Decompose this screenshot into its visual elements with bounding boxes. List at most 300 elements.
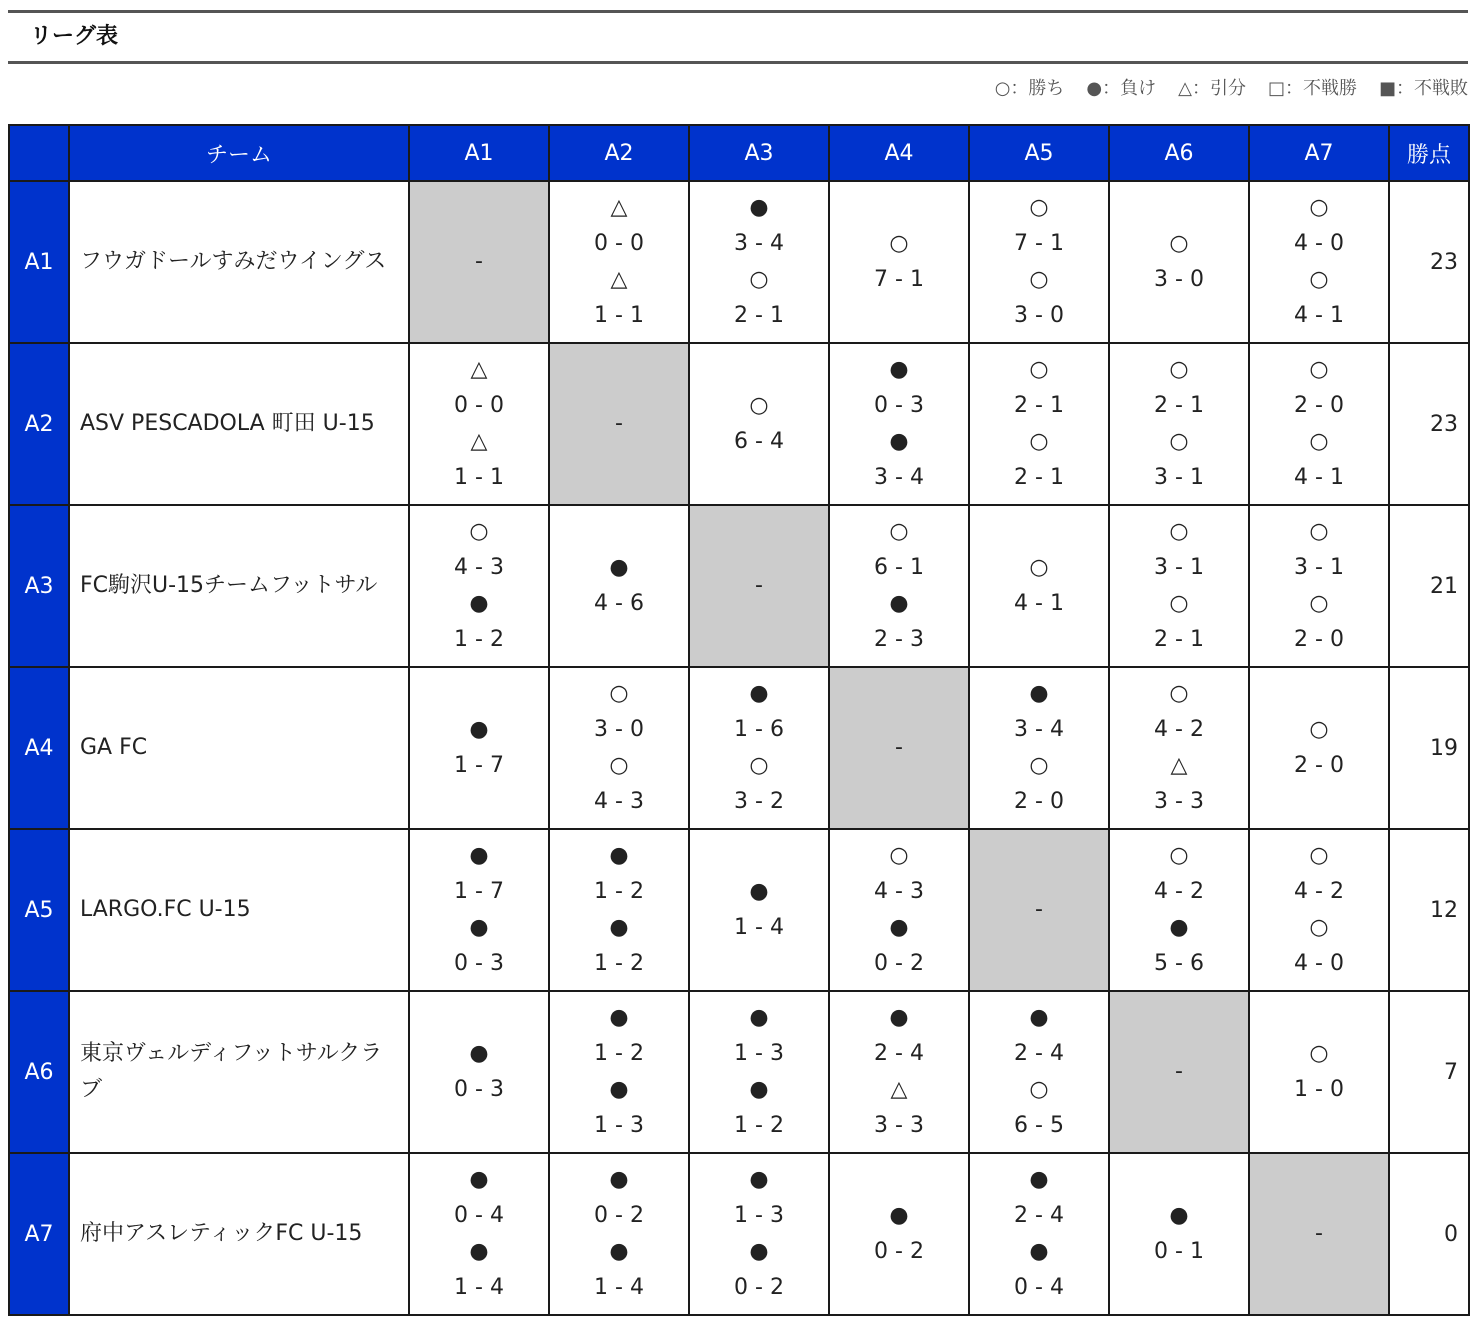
match-result <box>550 1234 688 1306</box>
result-mark-icon: ● <box>749 1167 769 1192</box>
row-header: A7 <box>9 1153 69 1315</box>
match-score: 2 - 1 <box>1154 627 1204 652</box>
table-row <box>9 1153 1469 1315</box>
row-header: A2 <box>9 343 69 505</box>
result-mark-icon: ○ <box>1309 843 1329 868</box>
match-result <box>970 424 1108 496</box>
match-cell <box>829 829 969 991</box>
match-score: 2 - 4 <box>1014 1203 1064 1228</box>
match-result <box>690 262 828 334</box>
match-score: 2 - 4 <box>874 1041 924 1066</box>
result-mark-icon: ○ <box>1029 267 1049 292</box>
result-mark-icon: ○ <box>1169 429 1189 454</box>
match-score: 3 - 4 <box>734 231 784 256</box>
match-score: 0 - 2 <box>874 1239 924 1264</box>
result-mark-icon: △ <box>610 267 628 292</box>
match-cell <box>549 505 689 667</box>
team-name: FC駒沢U-15チームフットサル <box>69 505 409 667</box>
match-score: 2 - 1 <box>1154 393 1204 418</box>
match-result <box>550 1162 688 1234</box>
result-mark-icon: ● <box>469 591 489 616</box>
result-mark-icon: ○ <box>1029 429 1049 454</box>
match-cell <box>829 991 969 1153</box>
match-cell <box>1109 829 1249 991</box>
match-cell <box>829 343 969 505</box>
match-cell <box>1109 505 1249 667</box>
match-cell <box>1109 667 1249 829</box>
header-col-a6: A6 <box>1109 125 1249 181</box>
match-result <box>970 1072 1108 1144</box>
result-mark-icon: △ <box>610 195 628 220</box>
team-name: ASV PESCADOLA 町田 U-15 <box>69 343 409 505</box>
match-score: 0 - 3 <box>454 1077 504 1102</box>
match-score: 6 - 4 <box>734 429 784 454</box>
league-table <box>8 124 1470 1316</box>
match-cell <box>1249 667 1389 829</box>
match-result <box>830 424 968 496</box>
result-mark-icon: ● <box>889 357 909 382</box>
match-score: 0 - 4 <box>1014 1275 1064 1300</box>
match-cell <box>549 991 689 1153</box>
match-cell <box>1249 829 1389 991</box>
match-score: 4 - 1 <box>1294 465 1344 490</box>
result-mark-icon: ● <box>609 843 629 868</box>
match-cell <box>1249 343 1389 505</box>
result-mark-icon: ● <box>609 555 629 580</box>
match-score: 4 - 1 <box>1294 303 1344 328</box>
match-result <box>1110 352 1248 424</box>
page-title: リーグ表 <box>30 24 119 49</box>
match-result <box>1110 676 1248 748</box>
match-score: 1 - 1 <box>594 303 644 328</box>
match-result <box>970 550 1108 622</box>
result-mark-icon: ● <box>609 1239 629 1264</box>
match-score: 0 - 3 <box>874 393 924 418</box>
result-mark-icon: ● <box>749 1077 769 1102</box>
result-mark-icon: ○ <box>609 681 629 706</box>
match-cell <box>409 991 549 1153</box>
team-name: フウガドールすみだウイングス <box>69 181 409 343</box>
match-result <box>1250 190 1388 262</box>
match-result <box>550 676 688 748</box>
result-mark-icon: ● <box>889 591 909 616</box>
self-match-cell: - <box>1249 1153 1389 1315</box>
match-cell <box>549 667 689 829</box>
match-result <box>410 1036 548 1108</box>
result-mark-icon: ○ <box>1309 195 1329 220</box>
row-header: A3 <box>9 505 69 667</box>
match-result <box>1250 712 1388 784</box>
result-mark-icon: ○ <box>1309 357 1329 382</box>
match-result <box>690 1000 828 1072</box>
match-cell <box>689 667 829 829</box>
legend-forfeit-loss: ■：不戦敗 <box>1378 78 1468 99</box>
match-score: 6 - 1 <box>874 555 924 580</box>
match-score: 0 - 0 <box>594 231 644 256</box>
match-result <box>970 676 1108 748</box>
header-col-a3: A3 <box>689 125 829 181</box>
match-result <box>690 676 828 748</box>
match-score: 1 - 4 <box>454 1275 504 1300</box>
match-score: 1 - 7 <box>454 879 504 904</box>
match-result <box>830 838 968 910</box>
match-cell <box>969 505 1109 667</box>
result-mark-icon: ○ <box>1169 231 1189 256</box>
match-result <box>410 1234 548 1306</box>
match-cell <box>1249 505 1389 667</box>
match-cell <box>1109 1153 1249 1315</box>
section-header <box>8 10 1468 64</box>
match-result <box>830 1000 968 1072</box>
match-score: 1 - 3 <box>734 1203 784 1228</box>
legend-draw: △：引分 <box>1178 78 1246 99</box>
match-score: 2 - 1 <box>1014 393 1064 418</box>
match-score: 1 - 4 <box>594 1275 644 1300</box>
legend-forfeit-win: □：不戦勝 <box>1267 78 1357 99</box>
match-result <box>410 1162 548 1234</box>
table-row <box>9 343 1469 505</box>
match-score: 1 - 0 <box>1294 1077 1344 1102</box>
result-mark-icon: ○ <box>1309 1041 1329 1066</box>
points-value: 23 <box>1389 181 1469 343</box>
match-cell <box>409 667 549 829</box>
result-mark-icon: ○ <box>1309 717 1329 742</box>
result-mark-icon: ○ <box>1169 843 1189 868</box>
match-result <box>410 910 548 982</box>
match-result <box>550 910 688 982</box>
match-score: 4 - 6 <box>594 591 644 616</box>
match-score: 7 - 1 <box>1014 231 1064 256</box>
match-score: 4 - 3 <box>594 789 644 814</box>
match-score: 2 - 1 <box>734 303 784 328</box>
match-result <box>1250 1036 1388 1108</box>
result-mark-icon: ○ <box>1029 195 1049 220</box>
match-score: 3 - 3 <box>874 1113 924 1138</box>
result-mark-icon: ○ <box>889 231 909 256</box>
result-mark-icon: ● <box>749 1239 769 1264</box>
match-result <box>830 1198 968 1270</box>
match-cell <box>969 667 1109 829</box>
header-blank <box>9 125 69 181</box>
match-result <box>1250 586 1388 658</box>
result-mark-icon: ● <box>749 1005 769 1030</box>
self-match-cell: - <box>689 505 829 667</box>
match-result <box>970 1162 1108 1234</box>
result-mark-icon: ● <box>749 195 769 220</box>
header-team: チーム <box>69 125 409 181</box>
result-mark-icon: ● <box>469 1167 489 1192</box>
match-cell <box>689 829 829 991</box>
match-result <box>690 190 828 262</box>
result-mark-icon: ○ <box>1309 591 1329 616</box>
result-mark-icon: ○ <box>1169 591 1189 616</box>
result-mark-icon: ○ <box>1029 1077 1049 1102</box>
result-mark-icon: △ <box>470 357 488 382</box>
match-score: 1 - 3 <box>594 1113 644 1138</box>
points-value: 0 <box>1389 1153 1469 1315</box>
match-result <box>970 748 1108 820</box>
match-result <box>830 352 968 424</box>
match-score: 2 - 0 <box>1294 627 1344 652</box>
table-row <box>9 667 1469 829</box>
match-result <box>1250 262 1388 334</box>
match-score: 7 - 1 <box>874 267 924 292</box>
match-result <box>970 1234 1108 1306</box>
match-score: 1 - 6 <box>734 717 784 742</box>
match-result <box>1110 226 1248 298</box>
match-score: 0 - 3 <box>454 951 504 976</box>
header-col-a1: A1 <box>409 125 549 181</box>
match-cell <box>689 1153 829 1315</box>
match-cell <box>969 181 1109 343</box>
row-header: A4 <box>9 667 69 829</box>
result-mark-icon: ● <box>1029 1167 1049 1192</box>
match-score: 0 - 0 <box>454 393 504 418</box>
match-result <box>1250 910 1388 982</box>
result-mark-icon: ○ <box>609 753 629 778</box>
match-score: 2 - 3 <box>874 627 924 652</box>
match-result <box>410 514 548 586</box>
points-value: 7 <box>1389 991 1469 1153</box>
match-score: 0 - 1 <box>1154 1239 1204 1264</box>
result-mark-icon: ● <box>889 1203 909 1228</box>
match-result <box>830 1072 968 1144</box>
match-result <box>690 748 828 820</box>
result-mark-icon: ● <box>609 1077 629 1102</box>
match-score: 2 - 0 <box>1294 753 1344 778</box>
result-mark-icon: ○ <box>889 519 909 544</box>
result-mark-icon: ○ <box>1309 519 1329 544</box>
match-cell <box>1249 181 1389 343</box>
match-score: 4 - 0 <box>1294 231 1344 256</box>
match-score: 3 - 2 <box>734 789 784 814</box>
row-header: A1 <box>9 181 69 343</box>
result-mark-icon: ● <box>889 429 909 454</box>
match-result <box>410 712 548 784</box>
result-mark-icon: ● <box>609 1005 629 1030</box>
match-score: 3 - 4 <box>1014 717 1064 742</box>
match-result <box>690 388 828 460</box>
match-result <box>970 190 1108 262</box>
match-cell <box>409 1153 549 1315</box>
match-result <box>1110 748 1248 820</box>
match-score: 4 - 3 <box>454 555 504 580</box>
match-result <box>1250 424 1388 496</box>
match-score: 3 - 0 <box>1014 303 1064 328</box>
result-mark-icon: ○ <box>1029 357 1049 382</box>
match-cell <box>829 1153 969 1315</box>
result-mark-icon: △ <box>1170 753 1188 778</box>
result-mark-icon: ● <box>469 843 489 868</box>
match-result <box>550 190 688 262</box>
legend-win: ○：勝ち <box>994 78 1065 99</box>
result-mark-icon: ○ <box>469 519 489 544</box>
self-match-cell: - <box>969 829 1109 991</box>
result-mark-icon: ○ <box>1029 753 1049 778</box>
match-result <box>550 1072 688 1144</box>
result-mark-icon: ○ <box>749 267 769 292</box>
match-score: 3 - 1 <box>1294 555 1344 580</box>
match-result <box>410 838 548 910</box>
match-result <box>970 352 1108 424</box>
match-cell <box>549 829 689 991</box>
match-result <box>690 1234 828 1306</box>
match-score: 2 - 0 <box>1014 789 1064 814</box>
match-result <box>550 550 688 622</box>
match-cell <box>409 505 549 667</box>
match-score: 1 - 4 <box>734 915 784 940</box>
match-cell <box>409 829 549 991</box>
self-match-cell: - <box>1109 991 1249 1153</box>
match-result <box>410 424 548 496</box>
match-score: 1 - 2 <box>594 1041 644 1066</box>
match-result <box>830 514 968 586</box>
match-result <box>410 352 548 424</box>
result-mark-icon: ● <box>1029 1005 1049 1030</box>
header-row <box>9 125 1469 181</box>
match-result <box>550 262 688 334</box>
row-header: A6 <box>9 991 69 1153</box>
match-result <box>830 910 968 982</box>
match-cell <box>549 181 689 343</box>
match-cell <box>969 343 1109 505</box>
match-score: 4 - 1 <box>1014 591 1064 616</box>
match-score: 1 - 2 <box>454 627 504 652</box>
table-row <box>9 991 1469 1153</box>
team-name: 東京ヴェルディフットサルクラブ <box>69 991 409 1153</box>
match-result <box>1110 910 1248 982</box>
match-cell <box>689 343 829 505</box>
match-score: 0 - 4 <box>454 1203 504 1228</box>
result-mark-icon: ● <box>469 915 489 940</box>
match-result <box>970 1000 1108 1072</box>
match-result <box>550 1000 688 1072</box>
match-cell <box>1249 991 1389 1153</box>
match-cell <box>829 181 969 343</box>
match-result <box>550 838 688 910</box>
match-score: 2 - 0 <box>1294 393 1344 418</box>
match-score: 4 - 2 <box>1294 879 1344 904</box>
match-score: 1 - 2 <box>594 951 644 976</box>
match-score: 1 - 2 <box>734 1113 784 1138</box>
match-cell <box>1109 181 1249 343</box>
table-row <box>9 505 1469 667</box>
match-score: 1 - 2 <box>594 879 644 904</box>
match-score: 1 - 1 <box>454 465 504 490</box>
league-body <box>9 181 1469 1315</box>
match-score: 5 - 6 <box>1154 951 1204 976</box>
team-name: LARGO.FC U-15 <box>69 829 409 991</box>
table-row <box>9 829 1469 991</box>
header-col-a2: A2 <box>549 125 689 181</box>
match-score: 4 - 3 <box>874 879 924 904</box>
result-mark-icon: ● <box>889 915 909 940</box>
points-value: 12 <box>1389 829 1469 991</box>
match-cell <box>409 343 549 505</box>
result-mark-icon: ● <box>1029 1239 1049 1264</box>
header-col-a4: A4 <box>829 125 969 181</box>
table-row <box>9 181 1469 343</box>
result-mark-icon: △ <box>890 1077 908 1102</box>
result-mark-icon: ○ <box>1309 429 1329 454</box>
match-result <box>970 262 1108 334</box>
result-mark-icon: ● <box>889 1005 909 1030</box>
match-score: 4 - 2 <box>1154 879 1204 904</box>
result-mark-icon: ○ <box>889 843 909 868</box>
match-cell <box>689 991 829 1153</box>
result-mark-icon: ● <box>1169 1203 1189 1228</box>
result-mark-icon: ● <box>469 1239 489 1264</box>
match-cell <box>689 181 829 343</box>
match-cell <box>1109 343 1249 505</box>
match-result <box>1110 424 1248 496</box>
match-score: 1 - 3 <box>734 1041 784 1066</box>
result-mark-icon: ○ <box>1029 555 1049 580</box>
header-col-a5: A5 <box>969 125 1109 181</box>
result-mark-icon: ● <box>1169 915 1189 940</box>
result-mark-icon: ○ <box>1309 915 1329 940</box>
result-mark-icon: ● <box>469 717 489 742</box>
match-score: 3 - 0 <box>594 717 644 742</box>
result-mark-icon: ○ <box>1309 267 1329 292</box>
match-result <box>690 874 828 946</box>
match-result <box>690 1162 828 1234</box>
result-mark-icon: ○ <box>1169 519 1189 544</box>
result-mark-icon: △ <box>470 429 488 454</box>
result-mark-icon: ○ <box>1169 681 1189 706</box>
match-result <box>830 226 968 298</box>
match-result <box>1110 586 1248 658</box>
match-score: 4 - 0 <box>1294 951 1344 976</box>
match-result <box>1110 514 1248 586</box>
match-cell <box>549 1153 689 1315</box>
match-score: 2 - 1 <box>1014 465 1064 490</box>
match-result <box>410 586 548 658</box>
self-match-cell: - <box>829 667 969 829</box>
match-cell <box>969 991 1109 1153</box>
result-mark-icon: ● <box>749 681 769 706</box>
match-result <box>550 748 688 820</box>
self-match-cell: - <box>409 181 549 343</box>
match-score: 6 - 5 <box>1014 1113 1064 1138</box>
match-score: 3 - 1 <box>1154 465 1204 490</box>
result-mark-icon: ○ <box>1169 357 1189 382</box>
result-mark-icon: ● <box>609 1167 629 1192</box>
self-match-cell: - <box>549 343 689 505</box>
match-score: 3 - 0 <box>1154 267 1204 292</box>
match-result <box>830 586 968 658</box>
match-result <box>1250 514 1388 586</box>
team-name: GA FC <box>69 667 409 829</box>
match-score: 0 - 2 <box>734 1275 784 1300</box>
result-legend <box>995 74 1468 100</box>
match-score: 3 - 3 <box>1154 789 1204 814</box>
match-score: 3 - 4 <box>874 465 924 490</box>
match-result <box>1250 838 1388 910</box>
match-cell <box>829 505 969 667</box>
result-mark-icon: ○ <box>749 393 769 418</box>
result-mark-icon: ● <box>609 915 629 940</box>
team-name: 府中アスレティックFC U-15 <box>69 1153 409 1315</box>
match-score: 3 - 1 <box>1154 555 1204 580</box>
header-col-a7: A7 <box>1249 125 1389 181</box>
row-header: A5 <box>9 829 69 991</box>
result-mark-icon: ● <box>469 1041 489 1066</box>
result-mark-icon: ● <box>749 879 769 904</box>
points-value: 19 <box>1389 667 1469 829</box>
match-score: 1 - 7 <box>454 753 504 778</box>
points-value: 21 <box>1389 505 1469 667</box>
